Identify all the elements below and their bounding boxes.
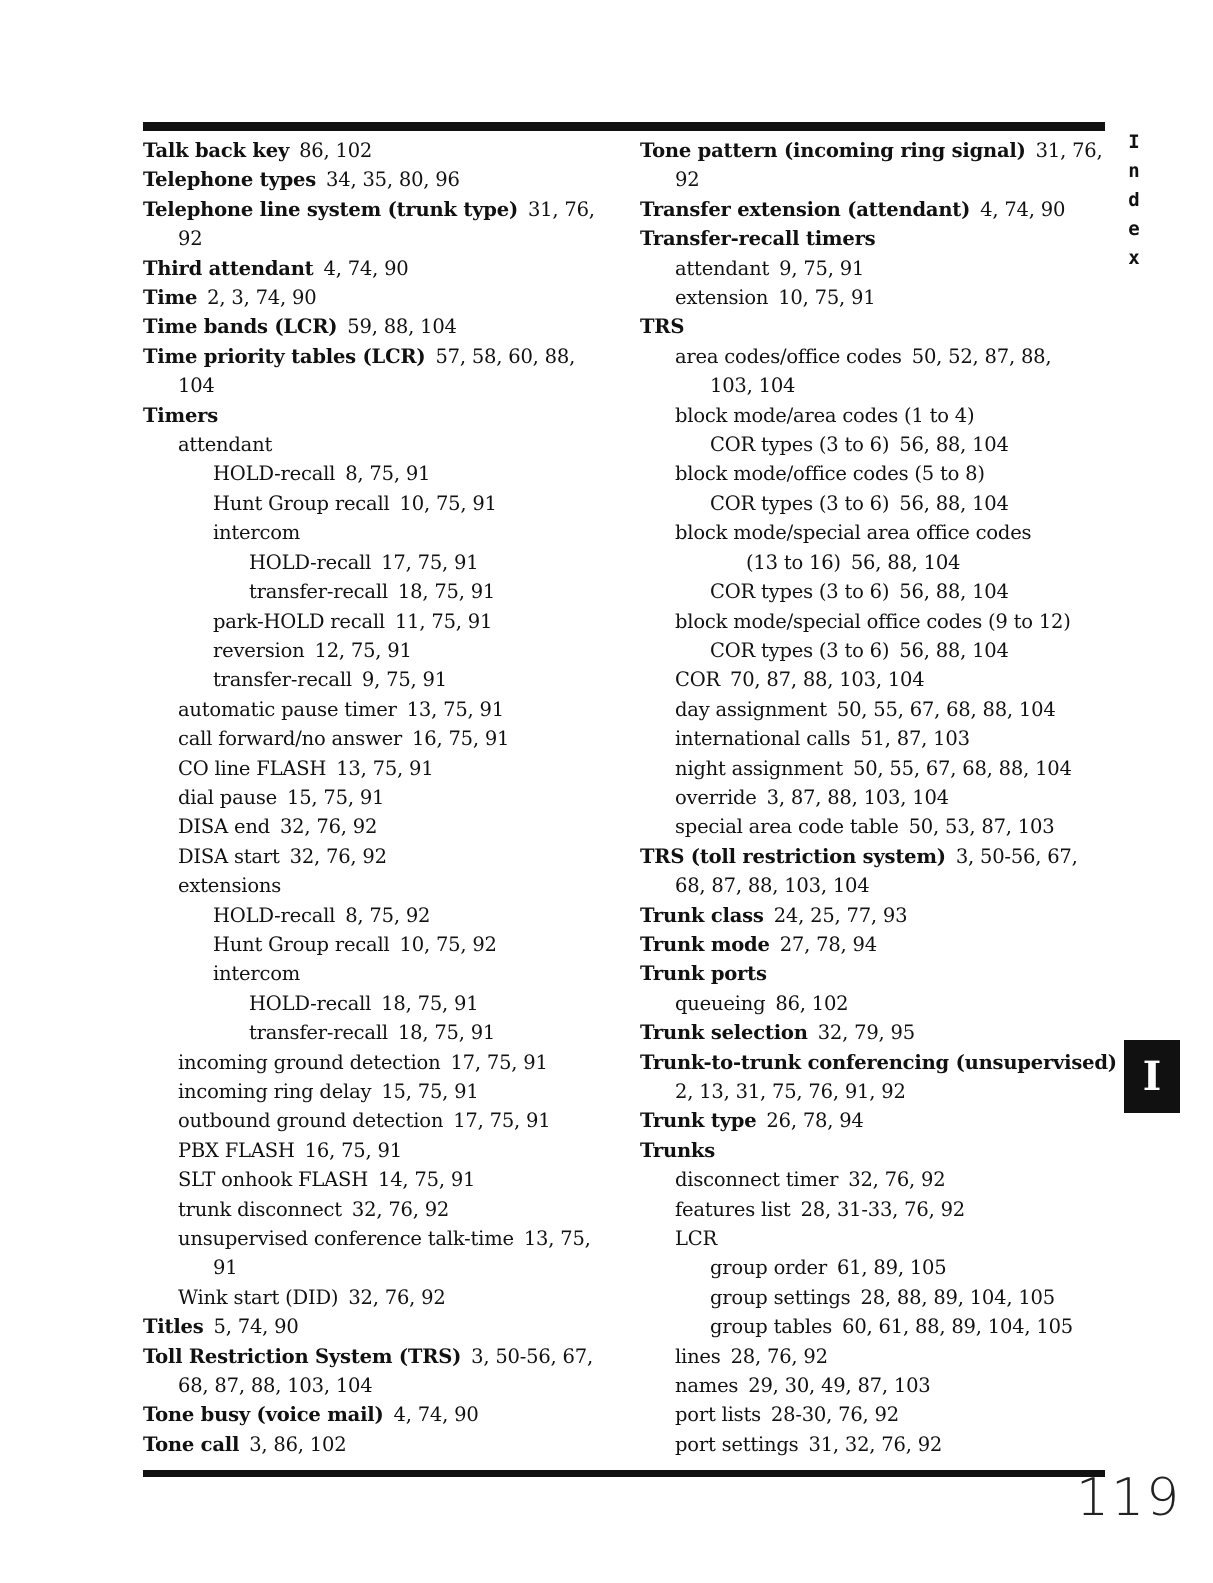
index-subterm: override: [675, 785, 757, 809]
page-refs: 10, 75, 91: [778, 286, 876, 310]
index-term: Transfer extension (attendant): [640, 197, 971, 221]
index-term: Trunk-to-trunk conferencing (unsupervised): [640, 1050, 1117, 1074]
page-refs: 8, 75, 92: [345, 903, 431, 927]
index-subterm: PBX FLASH: [178, 1138, 295, 1162]
index-subterm: block mode/office codes (5 to 8): [675, 462, 985, 486]
page-refs: 24, 25, 77, 93: [773, 903, 908, 927]
index-entry: [143, 1430, 623, 1459]
page-refs: 15, 75, 91: [287, 785, 385, 809]
index-subterm: special area code table: [675, 815, 899, 839]
index-subterm: transfer-recall: [213, 668, 352, 692]
page-refs: 3, 50-56, 67,: [955, 844, 1078, 868]
index-subterm: attendant: [178, 433, 273, 457]
index-entry: [640, 812, 1110, 841]
index-subterm: COR types (3 to 6): [710, 491, 890, 515]
index-term: Third attendant: [143, 256, 314, 280]
page-refs: 13, 75, 91: [406, 697, 504, 721]
index-entry: [640, 959, 1110, 988]
page-refs: 18, 75, 91: [397, 1021, 496, 1045]
page-refs: 32, 76, 92: [351, 1197, 450, 1221]
page-refs: 57, 58, 60, 88,: [435, 344, 576, 368]
index-subterm: unsupervised conference talk-time: [178, 1227, 514, 1251]
index-subterm: HOLD-recall: [249, 991, 372, 1015]
index-side-tab: [1124, 128, 1144, 273]
index-term: Toll Restriction System (TRS): [143, 1344, 462, 1368]
page-refs: 12, 75, 91: [314, 638, 412, 662]
index-subterm: day assignment: [675, 697, 827, 721]
page-refs: 32, 76, 92: [289, 844, 387, 868]
page-refs-continued: 2, 13, 31, 75, 76, 91, 92: [675, 1080, 906, 1103]
index-subterm: block mode/special office codes (9 to 12): [675, 609, 1071, 633]
index-entry: [143, 1077, 623, 1106]
index-subterm: queueing: [675, 991, 766, 1015]
index-entry: [640, 459, 1110, 488]
page-refs: 4, 74, 90: [323, 256, 409, 280]
page-refs: 26, 78, 94: [766, 1109, 864, 1133]
index-entry: [143, 136, 623, 165]
page-refs: 16, 75, 91: [412, 727, 510, 751]
page-refs: 32, 76, 92: [348, 1285, 446, 1309]
page-refs: 17, 75, 91: [453, 1109, 551, 1133]
index-subterm: LCR: [675, 1227, 717, 1251]
section-tab-block: I: [1124, 1040, 1180, 1113]
index-subterm: disconnect timer: [675, 1168, 839, 1192]
index-entry: [143, 430, 623, 459]
page-refs: 4, 74, 90: [980, 197, 1066, 221]
index-entry: [640, 1400, 1110, 1429]
page-refs: 14, 75, 91: [378, 1168, 476, 1192]
page-refs: 3, 50-56, 67,: [471, 1344, 593, 1368]
index-subterm: transfer-recall: [249, 1021, 388, 1045]
index-entry: [143, 665, 623, 694]
page-refs: 9, 75, 91: [361, 668, 447, 692]
index-entry: [640, 989, 1110, 1018]
index-entry: [640, 1283, 1110, 1312]
page-refs: 13, 75,: [523, 1227, 591, 1251]
index-subterm: Wink start (DID): [178, 1285, 339, 1309]
page-refs: 27, 78, 94: [779, 932, 877, 956]
tab-letter: x: [1128, 247, 1140, 269]
index-entry: [640, 224, 1110, 253]
page-refs: 4, 74, 90: [393, 1403, 479, 1427]
index-entry: [640, 489, 1110, 518]
index-subterm: incoming ring delay: [178, 1080, 372, 1103]
page-refs: 56, 88, 104: [899, 638, 1009, 662]
index-entry: [640, 1224, 1110, 1253]
index-entry: [640, 1048, 1117, 1107]
index-term: Tone pattern (incoming ring signal): [640, 139, 1026, 162]
index-entry: [143, 1312, 623, 1341]
index-subterm: call forward/no answer: [178, 727, 403, 751]
index-subterm: features list: [675, 1197, 791, 1221]
index-entry: [143, 1018, 623, 1047]
index-entry: [640, 254, 1110, 283]
page-refs: 8, 75, 91: [345, 462, 431, 486]
index-subterm: extensions: [178, 874, 282, 898]
page-refs: 56, 88, 104: [899, 580, 1009, 604]
page-refs: 16, 75, 91: [304, 1138, 402, 1162]
index-entry: [640, 342, 1110, 401]
page-refs: 28, 76, 92: [730, 1344, 828, 1368]
index-term: Trunk mode: [640, 932, 770, 956]
index-subterm: international calls: [675, 727, 851, 751]
index-entry: [640, 136, 1110, 195]
index-entry: [640, 430, 1110, 459]
index-term: Telephone line system (trunk type): [143, 197, 518, 221]
page-refs: 18, 75, 91: [397, 580, 496, 604]
index-subterm: lines: [675, 1344, 721, 1368]
index-entry: [640, 1253, 1110, 1282]
index-term: Titles: [143, 1315, 204, 1339]
index-subterm: automatic pause timer: [178, 697, 397, 721]
page-refs: 2, 3, 74, 90: [207, 286, 317, 310]
index-entry: [143, 1136, 623, 1165]
index-subterm: trunk disconnect: [178, 1197, 342, 1221]
page-refs: 56, 88, 104: [899, 491, 1009, 515]
index-term: Trunk type: [640, 1109, 757, 1133]
top-rule: [143, 122, 1105, 131]
index-entry: [143, 1342, 623, 1401]
page-refs: 11, 75, 91: [394, 609, 493, 633]
index-entry: [640, 283, 1110, 312]
index-entry: [143, 754, 623, 783]
index-entry: [143, 489, 623, 518]
index-subterm: block mode/area codes (1 to 4): [675, 403, 975, 427]
page-refs: 10, 75, 92: [399, 932, 497, 956]
index-subterm: port settings: [675, 1432, 799, 1456]
page-refs: 32, 76, 92: [279, 815, 378, 839]
index-term: TRS: [640, 315, 685, 339]
page-refs: 31, 76,: [1035, 139, 1103, 162]
index-entry: [640, 724, 1110, 753]
page-refs: 17, 75, 91: [381, 550, 479, 574]
index-entry: [143, 724, 623, 753]
page-refs: 32, 79, 95: [817, 1021, 915, 1045]
index-term: Time: [143, 286, 198, 310]
index-entry: [640, 842, 1110, 901]
page-number: 119: [1076, 1468, 1182, 1528]
page-refs-continued: 68, 87, 88, 103, 104: [675, 874, 870, 898]
page-refs-continued: 92: [675, 168, 700, 192]
index-term: TRS (toll restriction system): [640, 844, 946, 868]
index-entry: [143, 842, 623, 871]
index-entry: [640, 1312, 1110, 1341]
bottom-rule: [143, 1470, 1105, 1477]
index-entry: [143, 959, 623, 988]
index-subterm: COR types (3 to 6): [710, 638, 890, 662]
index-entry: [640, 695, 1110, 724]
index-subterm: area codes/office codes: [675, 344, 902, 368]
index-entry: [640, 901, 1110, 930]
index-subterm: dial pause: [178, 785, 277, 809]
index-subterm: COR types (3 to 6): [710, 433, 890, 457]
index-entry: [143, 518, 623, 547]
page-refs: 3, 86, 102: [249, 1432, 347, 1456]
page-refs: 56, 88, 104: [850, 550, 961, 574]
index-entry: [143, 577, 623, 606]
page-refs: 15, 75, 91: [381, 1080, 479, 1103]
index-entry: [143, 1283, 623, 1312]
tab-letter: I: [1128, 131, 1140, 153]
page-refs: 17, 75, 91: [450, 1050, 548, 1074]
page-refs: 56, 88, 104: [899, 433, 1009, 457]
page-refs: 28, 31-33, 76, 92: [800, 1197, 966, 1221]
index-entry: [143, 695, 623, 724]
index-subterm: intercom: [213, 962, 301, 986]
index-term: Trunk class: [640, 903, 764, 927]
index-subterm: intercom: [213, 521, 301, 545]
index-entry: [143, 989, 623, 1018]
index-entry: [640, 548, 1110, 577]
index-subterm: incoming ground detection: [178, 1050, 441, 1074]
index-entry: [640, 401, 1110, 430]
index-subterm: attendant: [675, 256, 770, 280]
index-entry: [143, 901, 623, 930]
page-refs: 61, 89, 105: [837, 1256, 947, 1280]
index-entry: [640, 930, 1110, 959]
index-term: Trunk ports: [640, 962, 767, 986]
page-refs-continued: 104: [178, 374, 215, 398]
page-refs: 18, 75, 91: [381, 991, 479, 1015]
index-subterm: HOLD-recall: [213, 462, 336, 486]
index-entry: [640, 518, 1110, 547]
page-refs: 51, 87, 103: [860, 727, 970, 751]
index-term: Trunks: [640, 1138, 716, 1162]
page-refs: 60, 61, 88, 89, 104, 105: [842, 1315, 1074, 1339]
index-subterm: (13 to 16): [746, 550, 841, 574]
index-subterm: reversion: [213, 638, 305, 662]
page-refs: 50, 55, 67, 68, 88, 104: [836, 697, 1056, 721]
index-subterm: park-HOLD recall: [213, 609, 385, 633]
index-entry: [143, 1400, 623, 1429]
index-subterm: names: [675, 1374, 739, 1398]
index-entry: [640, 312, 1110, 341]
tab-letter: e: [1128, 218, 1140, 240]
index-column-right: [640, 136, 1117, 1459]
page-refs: 86, 102: [299, 139, 373, 162]
page-refs: 10, 75, 91: [399, 491, 497, 515]
index-entry: [640, 1342, 1110, 1371]
index-term: Tone busy (voice mail): [143, 1403, 384, 1427]
index-subterm: port lists: [675, 1403, 761, 1427]
page-refs: 28, 88, 89, 104, 105: [860, 1285, 1055, 1309]
index-entry: [143, 607, 623, 636]
index-entry: [143, 1224, 623, 1283]
index-subterm: Hunt Group recall: [213, 932, 390, 956]
index-subterm: COR types (3 to 6): [710, 580, 890, 604]
index-entry: [640, 1371, 1110, 1400]
index-entry: [640, 1195, 1110, 1224]
index-entry: [143, 1106, 623, 1135]
index-subterm: outbound ground detection: [178, 1109, 444, 1133]
tab-letter: n: [1128, 160, 1140, 182]
index-subterm: CO line FLASH: [178, 756, 327, 780]
index-entry: [143, 1048, 623, 1077]
page-refs: 50, 55, 67, 68, 88, 104: [853, 756, 1072, 780]
index-entry: [640, 577, 1110, 606]
page-refs-continued: 91: [213, 1256, 238, 1280]
index-entry: [143, 195, 623, 254]
index-subterm: group order: [710, 1256, 827, 1280]
page-refs: 59, 88, 104: [347, 315, 457, 339]
index-column-left: [143, 136, 623, 1459]
index-entry: [640, 665, 1110, 694]
index-entry: [143, 312, 623, 341]
index-entry: [143, 871, 623, 900]
index-entry: [640, 1165, 1110, 1194]
index-subterm: Hunt Group recall: [213, 491, 390, 515]
index-entry: [143, 401, 623, 430]
index-subterm: COR: [675, 668, 720, 692]
page-refs: 50, 52, 87, 88,: [911, 344, 1052, 368]
index-entry: [143, 783, 623, 812]
index-subterm: group tables: [710, 1315, 833, 1339]
page-refs: 34, 35, 80, 96: [326, 168, 460, 192]
index-entry: [143, 930, 623, 959]
index-entry: [640, 1018, 1110, 1047]
page-refs-continued: 68, 87, 88, 103, 104: [178, 1374, 373, 1398]
index-entry: [143, 254, 623, 283]
index-subterm: transfer-recall: [249, 580, 388, 604]
index-subterm: DISA start: [178, 844, 280, 868]
index-entry: [143, 459, 623, 488]
index-subterm: group settings: [710, 1285, 851, 1309]
page-refs: 31, 76,: [527, 197, 595, 221]
page-refs: 9, 75, 91: [779, 256, 865, 280]
index-subterm: DISA end: [178, 815, 270, 839]
index-entry: [143, 548, 623, 577]
index-term: Time priority tables (LCR): [143, 344, 426, 368]
index-entry: [640, 783, 1110, 812]
index-subterm: night assignment: [675, 756, 844, 780]
page-refs-continued: 103, 104: [710, 374, 796, 398]
index-term: Telephone types: [143, 168, 317, 192]
tab-letter: d: [1128, 189, 1140, 211]
index-subterm: HOLD-recall: [213, 903, 336, 927]
index-term: Tone call: [143, 1432, 240, 1456]
page-refs: 70, 87, 88, 103, 104: [730, 668, 925, 692]
page-refs: 32, 76, 92: [848, 1168, 946, 1192]
index-entry: [640, 1136, 1110, 1165]
index-entry: [640, 754, 1110, 783]
index-entry: [143, 636, 623, 665]
index-entry: [640, 607, 1110, 636]
page-refs: 13, 75, 91: [336, 756, 434, 780]
index-term: Trunk selection: [640, 1021, 808, 1045]
index-entry: [143, 283, 623, 312]
page-refs: 86, 102: [775, 991, 849, 1015]
page-refs: 5, 74, 90: [213, 1315, 299, 1339]
index-entry: [143, 165, 623, 194]
index-subterm: extension: [675, 286, 769, 310]
index-entry: [143, 342, 623, 401]
page-refs: 29, 30, 49, 87, 103: [748, 1374, 931, 1398]
index-subterm: HOLD-recall: [249, 550, 372, 574]
page-refs: 50, 53, 87, 103: [908, 815, 1055, 839]
index-entry: [640, 636, 1110, 665]
index-term: Time bands (LCR): [143, 315, 338, 339]
index-entry: [143, 812, 623, 841]
index-subterm: block mode/special area office codes: [675, 521, 1032, 545]
index-entry: [640, 1106, 1110, 1135]
page-refs: 28-30, 76, 92: [770, 1403, 899, 1427]
index-subterm: SLT onhook FLASH: [178, 1168, 369, 1192]
index-entry: [640, 195, 1110, 224]
page-refs: 31, 32, 76, 92: [808, 1432, 943, 1456]
index-entry: [143, 1195, 623, 1224]
index-term: Transfer-recall timers: [640, 227, 876, 251]
page-refs-continued: 92: [178, 227, 203, 251]
index-entry: [640, 1430, 1110, 1459]
index-term: Talk back key: [143, 139, 290, 162]
page-refs: 3, 87, 88, 103, 104: [766, 785, 949, 809]
index-entry: [143, 1165, 623, 1194]
index-term: Timers: [143, 403, 219, 427]
